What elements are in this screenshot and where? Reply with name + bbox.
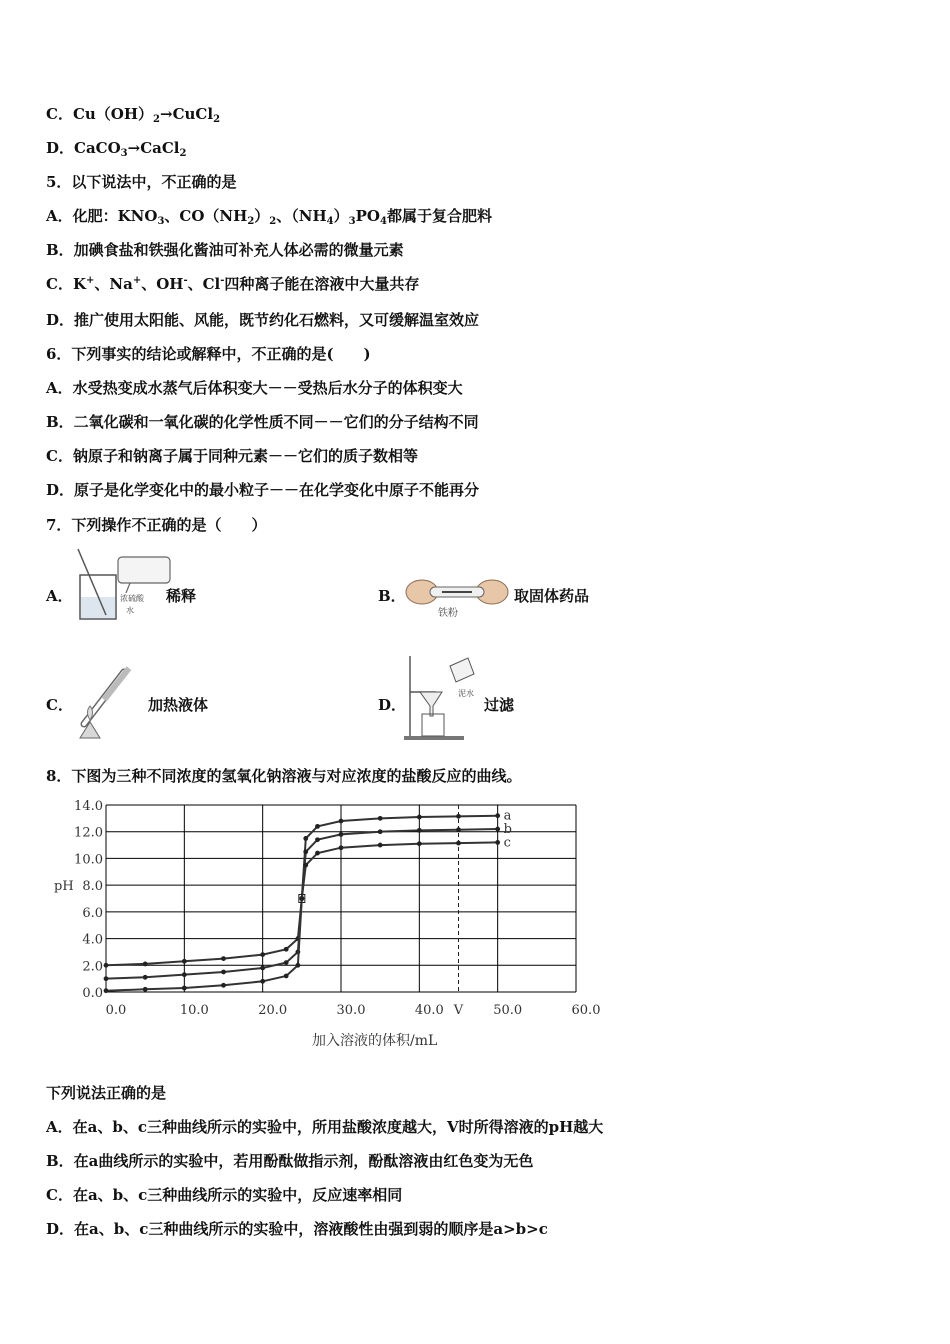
series-b-point [378,829,383,834]
x-tick-label: 10.0 [179,1003,209,1018]
series-c-line [106,842,498,990]
y-tick-label: 14.0 [74,799,103,814]
x-tick-labels [106,1003,601,1018]
series-b-point [104,976,109,981]
series-c-point [378,843,383,848]
series-c-point [315,851,320,856]
series-c-point [495,840,500,845]
q7-option-b-text: 取固体药品 [514,587,590,605]
series-b-point [417,828,422,833]
y-tick-label: 6.0 [82,905,103,921]
q8-option-b: B．在a曲线所示的实验中，若用酚酞做指示剂，酚酞溶液由红色变为无色 [46,1152,534,1170]
series-a-point [495,813,500,818]
q8-after-text: 下列说法正确的是 [46,1084,167,1102]
series-a-point [456,814,461,819]
series-b-point [456,827,461,832]
q7-option-d-letter: D． [378,696,407,714]
heating-liquid-diagram [70,660,150,742]
series-a-point [339,819,344,824]
series-a-point [221,956,226,961]
series-a-point [378,816,383,821]
q6-stem: 6．下列事实的结论或解释中，不正确的是( ) [46,345,371,363]
series-a-point [182,959,187,964]
series-b-point [339,832,344,837]
q7-option-d-text: 过滤 [484,696,515,714]
y-tick-label: 10.0 [74,852,103,868]
y-tick-labels [74,799,103,1001]
y-tick-label: 8.0 [82,879,103,895]
x-tick-label: 0.0 [105,1003,127,1018]
q5-option-c: C．K+、Na+、OH-、Cl-四种离子能在溶液中大量共存 [46,275,420,293]
y-axis-label: pH [54,879,74,894]
solid-sampling-diagram [402,568,512,624]
y-tick-label: 4.0 [82,932,103,948]
y-tick-label: 12.0 [74,825,103,841]
series-c-point [284,974,289,979]
q7-option-a-letter: A． [46,587,73,605]
x-tick-label: 60.0 [571,1003,601,1018]
series-c-point [456,841,461,846]
q5-stem: 5．以下说法中，不正确的是 [46,173,237,191]
q8-option-a: A．在a、b、c三种曲线所示的实验中，所用盐酸浓度越大，V时所得溶液的pH越大 [46,1118,604,1136]
x-tick-label: 40.0 [414,1003,444,1018]
series-b-point [221,970,226,975]
q5-option-b: B．加碘食盐和铁强化酱油可补充人体必需的微量元素 [46,241,404,259]
series-a-label: a [503,808,512,824]
series-c-point [339,845,344,850]
series-a-point [417,815,422,820]
q8-option-c: C．在a、b、c三种曲线所示的实验中，反应速率相同 [46,1186,403,1204]
x-tick-label: 50.0 [493,1003,523,1018]
series-c-point [260,979,265,984]
x-tick-label: 20.0 [258,1003,288,1018]
q6-option-d: D．原子是化学变化中的最小粒子－－在化学变化中原子不能再分 [46,481,480,499]
q7-option-c-letter: C． [46,696,73,714]
series-c-point [221,983,226,988]
fig-a-label-acid: 浓硫酸 [120,594,144,603]
series-b-label: b [503,822,512,838]
v-marker-label: V [453,1003,464,1018]
x-tick-label: 30.0 [336,1003,366,1018]
series-a-point [303,836,308,841]
fig-d-label: 泥水 [458,689,474,698]
series-a-point [284,947,289,952]
q7-option-a-text: 稀释 [166,587,197,605]
series-c-point [296,963,301,968]
dilution-diagram [70,545,180,623]
q8-option-d: D．在a、b、c三种曲线所示的实验中，溶液酸性由强到弱的顺序是a>b>c [46,1220,548,1238]
q8-stem: 8．下图为三种不同浓度的氢氧化钠溶液与对应浓度的盐酸反应的曲线。 [46,767,522,785]
y-tick-label: 0.0 [82,986,103,1001]
filtration-diagram [402,652,482,742]
q7-option-b-letter: B． [378,587,406,605]
q4-option-d: D．CaCO$_3$→CaCl$_2$ [46,139,187,159]
q6-option-a: A．水受热变成水蒸气后体积变大－－受热后水分子的体积变大 [46,379,463,397]
series-b-point [495,827,500,832]
series-a-point [104,963,109,968]
series-c-label: c [503,835,511,851]
q5-option-a: A．化肥：$KNO_3$、$CO(NH_2)_2$、$(NH_4)_3PO_4$都属于复合肥料 [46,207,492,227]
series-c-point [143,987,148,992]
series-a-point [143,962,148,967]
q4-option-c: C．$Cu(OH)_2\to CuCl_2$ [46,105,221,125]
q6-option-b: B．二氧化碳和一氧化碳的化学性质不同－－它们的分子结构不同 [46,413,479,431]
series-a-point [315,824,320,829]
fig-b-label: 铁粉 [438,608,458,619]
series-b-point [315,837,320,842]
fig-a-label-water: 水 [126,606,134,615]
series-b-point [260,966,265,971]
series-a-point [260,952,265,957]
series-c-point [182,986,187,991]
q5-option-d: D．推广使用太阳能、风能，既节约化石燃料，又可缓解温室效应 [46,311,480,329]
series-c-point [299,896,304,901]
x-axis-label: 加入溶液的体积/mL [312,1033,438,1049]
y-tick-label: 2.0 [82,959,103,975]
q6-option-c: C．钠原子和钠离子属于同种元素－－它们的质子数相等 [46,447,418,465]
series-b-point [182,972,187,977]
ph-titration-chart [40,792,610,1032]
series-b-point [143,975,148,980]
q7-stem: 7．下列操作不正确的是（ ） [46,516,267,534]
series-c-point [417,841,422,846]
q7-option-c-text: 加热液体 [148,696,209,714]
series-c-point [303,863,308,868]
series-b-point [284,960,289,965]
series-c-point [104,988,109,993]
series-b-point [303,849,308,854]
